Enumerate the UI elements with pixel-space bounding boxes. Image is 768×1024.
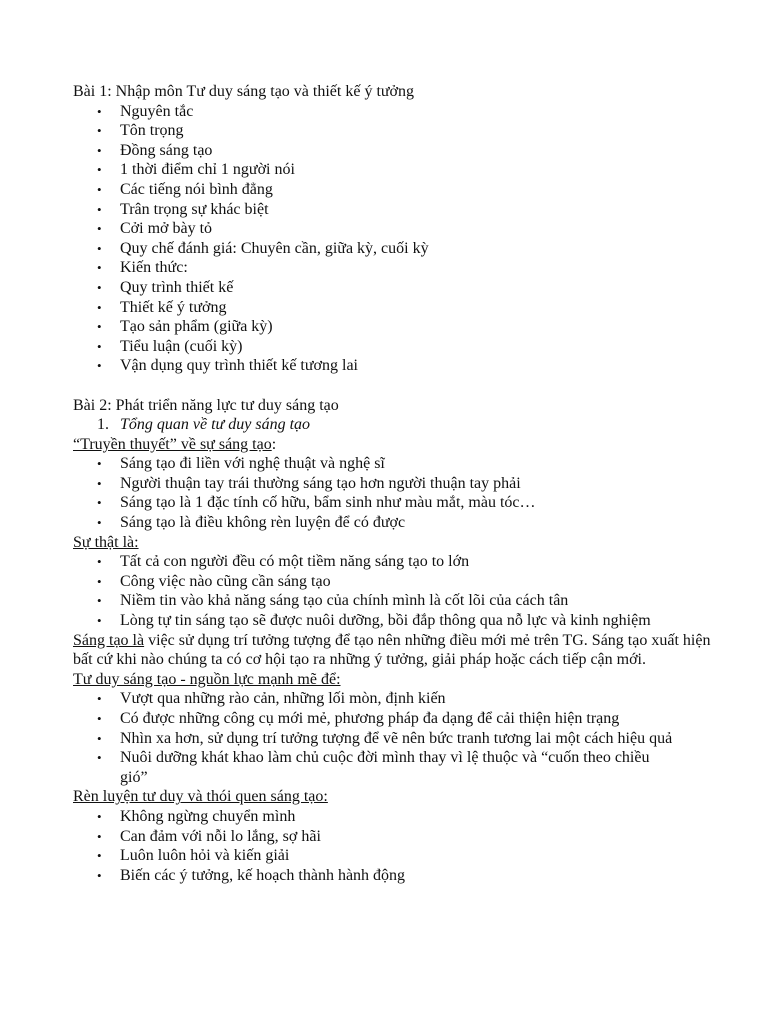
list-item: • Các tiếng nói bình đẳng <box>73 180 723 200</box>
lesson2-title: Bài 2: Phát triển năng lực tư duy sáng tạo <box>73 396 339 414</box>
power-heading-line <box>73 670 723 690</box>
subsection-title: Tổng quan về tư duy sáng tạo <box>120 416 311 434</box>
list-item: • Niềm tin vào khả năng sáng tạo của chính mình là cốt lõi của cách tân <box>73 591 723 611</box>
list-item: • 1 thời điểm chỉ 1 người nói <box>73 160 723 180</box>
list-item: • Nuôi dưỡng khát khao làm chủ cuộc đời mình thay vì lệ thuộc và “cuốn theo chiều gió” <box>73 748 675 787</box>
habits-heading-line <box>73 787 723 807</box>
list-item: • Người thuận tay trái thường sáng tạo hơn người thuận tay phải <box>73 474 723 494</box>
list-item: • Luôn luôn hỏi và kiến giải <box>73 846 723 866</box>
list-item: • Đồng sáng tạo <box>73 141 723 161</box>
lesson2-subsection-list <box>73 415 723 435</box>
list-item: • Biến các ý tưởng, kế hoạch thành hành động <box>73 866 723 886</box>
list-item: • Sáng tạo đi liền với nghệ thuật và nghệ sĩ <box>73 454 723 474</box>
truth-heading: Sự thật là: <box>73 533 139 551</box>
list-item: • Can đảm với nỗi lo lắng, sợ hãi <box>73 827 723 847</box>
power-list <box>73 689 723 787</box>
subsection-number: 1. <box>97 416 109 434</box>
list-item: • Trân trọng sự khác biệt <box>73 200 723 220</box>
myths-list <box>73 454 723 532</box>
list-item: • Không ngừng chuyển mình <box>73 807 723 827</box>
list-item: • Tôn trọng <box>73 121 723 141</box>
truth-heading-line <box>73 533 723 553</box>
definition-paragraph <box>73 631 723 670</box>
list-item: • Tạo sản phẩm (giữa kỳ) <box>73 317 723 337</box>
list-item: • Vượt qua những rào cản, những lối mòn, định kiến <box>73 689 723 709</box>
subsection-item <box>73 415 723 435</box>
myths-heading: “Truyền thuyết” về sự sáng tạo <box>73 435 272 453</box>
lesson1-list <box>73 102 723 376</box>
list-item: • Tất cả con người đều có một tiềm năng sáng tạo to lớn <box>73 552 723 572</box>
list-item: • Nhìn xa hơn, sử dụng trí tưởng tượng để vẽ nên bức tranh tương lai một cách hiệu quả <box>73 729 723 749</box>
list-item: • Công việc nào cũng cần sáng tạo <box>73 572 723 592</box>
list-item: • Nguyên tắc <box>73 102 723 122</box>
list-item: • Kiến thức: <box>73 258 723 278</box>
list-item: • Cởi mở bày tỏ <box>73 219 723 239</box>
list-item: • Quy trình thiết kế <box>73 278 723 298</box>
definition-text: việc sử dụng trí tưởng tượng để tạo nên những điều mới mẻ trên TG. Sáng tạo xuất hiện bất cứ khi nào chúng ta có cơ hội tạo ra những ý tưởng, giải pháp hoặc cách tiếp cận mới. <box>73 631 711 669</box>
list-item: • Vận dụng quy trình thiết kế tương lai <box>73 356 723 376</box>
list-item: • Có được những công cụ mới mẻ, phương pháp đa dạng để cải thiện hiện trạng <box>73 709 723 729</box>
document-page <box>73 82 723 885</box>
list-item: • Sáng tạo là điều không rèn luyện để có được <box>73 513 723 533</box>
list-item: • Tiểu luận (cuối kỳ) <box>73 337 723 357</box>
definition-term: Sáng tạo là <box>73 631 145 649</box>
list-item: • Sáng tạo là 1 đặc tính cố hữu, bẩm sinh như màu mắt, màu tóc… <box>73 493 723 513</box>
power-heading: Tư duy sáng tạo - nguồn lực mạnh mẽ để: <box>73 670 341 688</box>
list-item: • Thiết kế ý tưởng <box>73 298 723 318</box>
habits-heading: Rèn luyện tư duy và thói quen sáng tạo: <box>73 788 328 806</box>
truth-list <box>73 552 723 630</box>
list-item: • Lòng tự tin sáng tạo sẽ được nuôi dưỡng, bồi đắp thông qua nỗ lực và kinh nghiệm <box>73 611 675 631</box>
paragraph-gap <box>73 376 723 396</box>
myths-heading-line <box>73 435 723 455</box>
list-item: • Quy chế đánh giá: Chuyên cần, giữa kỳ, cuối kỳ <box>73 239 723 259</box>
habits-list <box>73 807 723 885</box>
lesson1-title: Bài 1: Nhập môn Tư duy sáng tạo và thiết kế ý tưởng <box>73 83 415 100</box>
myths-heading-suffix: : <box>271 435 277 453</box>
